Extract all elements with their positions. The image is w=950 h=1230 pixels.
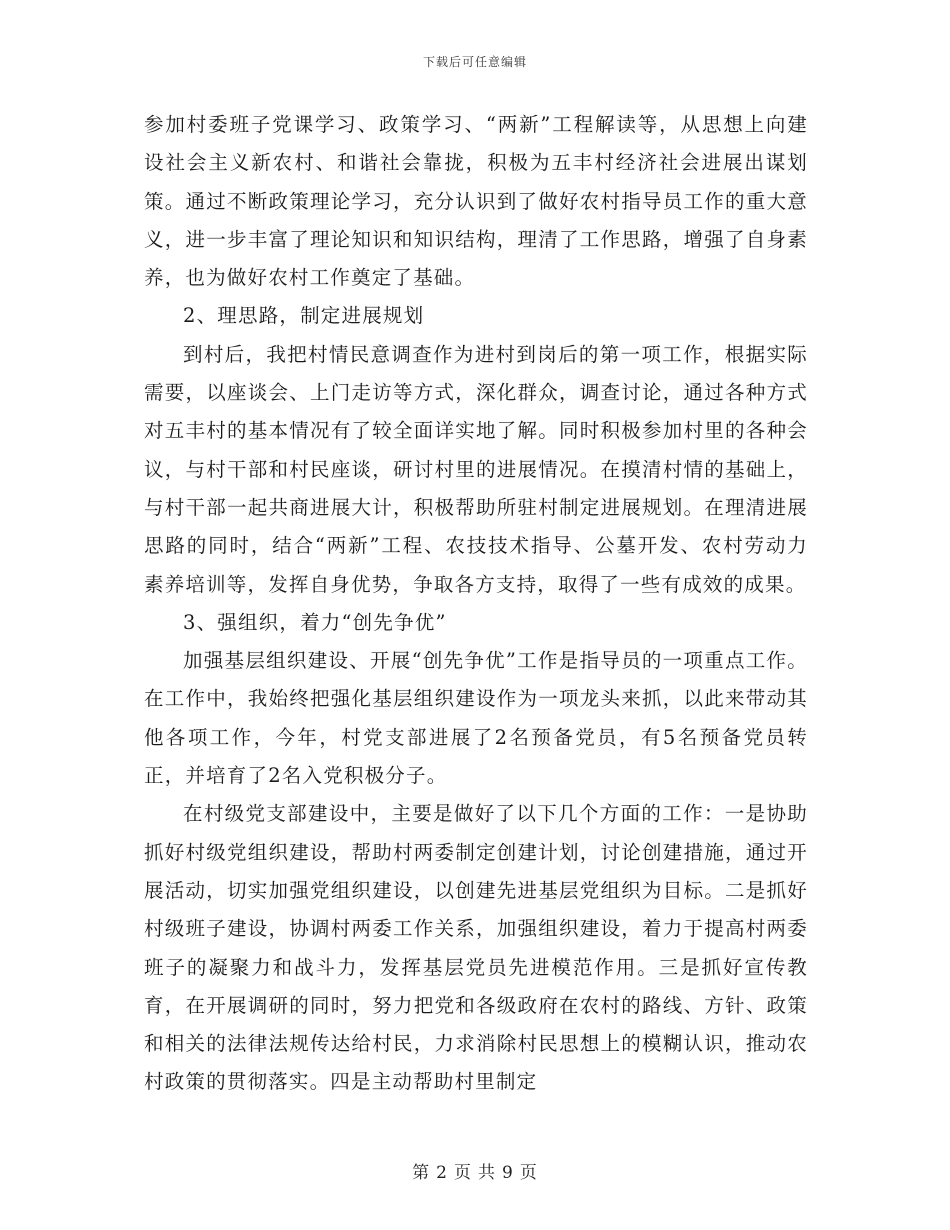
footer-total-pages: 9: [502, 1163, 514, 1183]
section-heading-2: 2、理思路，制定进展规划: [183, 304, 425, 328]
paragraph-study: 参加村委班子党课学习、政策学习、“两新”工程解读等，从思想上向建设社会主义新农村、和谐社会靠拢，积极为五丰村经济社会进展出谋划策。通过不断政策理论学习，充分认识到了做好农村指导员工作的重大意义，进一步丰富了理论知识和知识结构，理清了工作思路，增强了自身素养，也为做好农村工作奠定了基础。: [144, 113, 808, 290]
footer-prefix: 第: [412, 1163, 431, 1183]
footer-total-word: 共: [478, 1163, 496, 1183]
paragraph-party-branch: 在村级党支部建设中，主要是做好了以下几个方面的工作：一是协助抓好村级党组织建设，帮助村两委制定创建计划，讨论创建措施，通过开展活动，切实加强党组织建设，以创建先进基层党组织为目标。二是抓好村级班子建设，协调村两委工作关系，加强组织建设，着力于提高村两委班子的凝聚力和战斗力，发挥基层党员先进模范作用。三是抓好宣传教育，在开展调研的同时，努力把党和各级政府在农村的路线、方针、政策和相关的法律法规传达给村民，力求消除村民思想上的模糊认识，推动农村政策的贯彻落实。四是主动帮助村里制定: [144, 802, 808, 1094]
footer-page-word: 页: [454, 1163, 472, 1183]
document-body: [144, 106, 808, 1102]
footer-suffix: 页: [519, 1163, 538, 1183]
paragraph-organization: 加强基层组织建设、开展“创先争优”工作是指导员的一项重点工作。在工作中，我始终把强化基层组织建设作为一项龙头来抓，以此来带动其他各项工作，今年，村党支部进展了2名预备党员，有5名预备党员转正，并培育了2名入党积极分子。: [144, 649, 808, 788]
section-heading-3: 3、强组织，着力“创先争优”: [183, 610, 447, 634]
paragraph-planning: 到村后，我把村情民意调查作为进村到岗后的第一项工作，根据实际需要，以座谈会、上门走访等方式，深化群众，调查讨论，通过各种方式对五丰村的基本情况有了较全面详实地了解。同时积极参加村里的各种会议，与村干部和村民座谈，研讨村里的进展情况。在摸清村情的基础上，与村干部一起共商进展大计，积极帮助所驻村制定进展规划。在理清进展思路的同时，结合“两新”工程、农技技术指导、公墓开发、农村劳动力素养培训等，发挥自身优势，争取各方支持，取得了一些有成效的成果。: [144, 342, 808, 596]
page-header-note: 下载后可任意编辑: [422, 55, 527, 69]
footer-current-page: 2: [436, 1163, 448, 1183]
page-footer: [0, 1158, 950, 1183]
